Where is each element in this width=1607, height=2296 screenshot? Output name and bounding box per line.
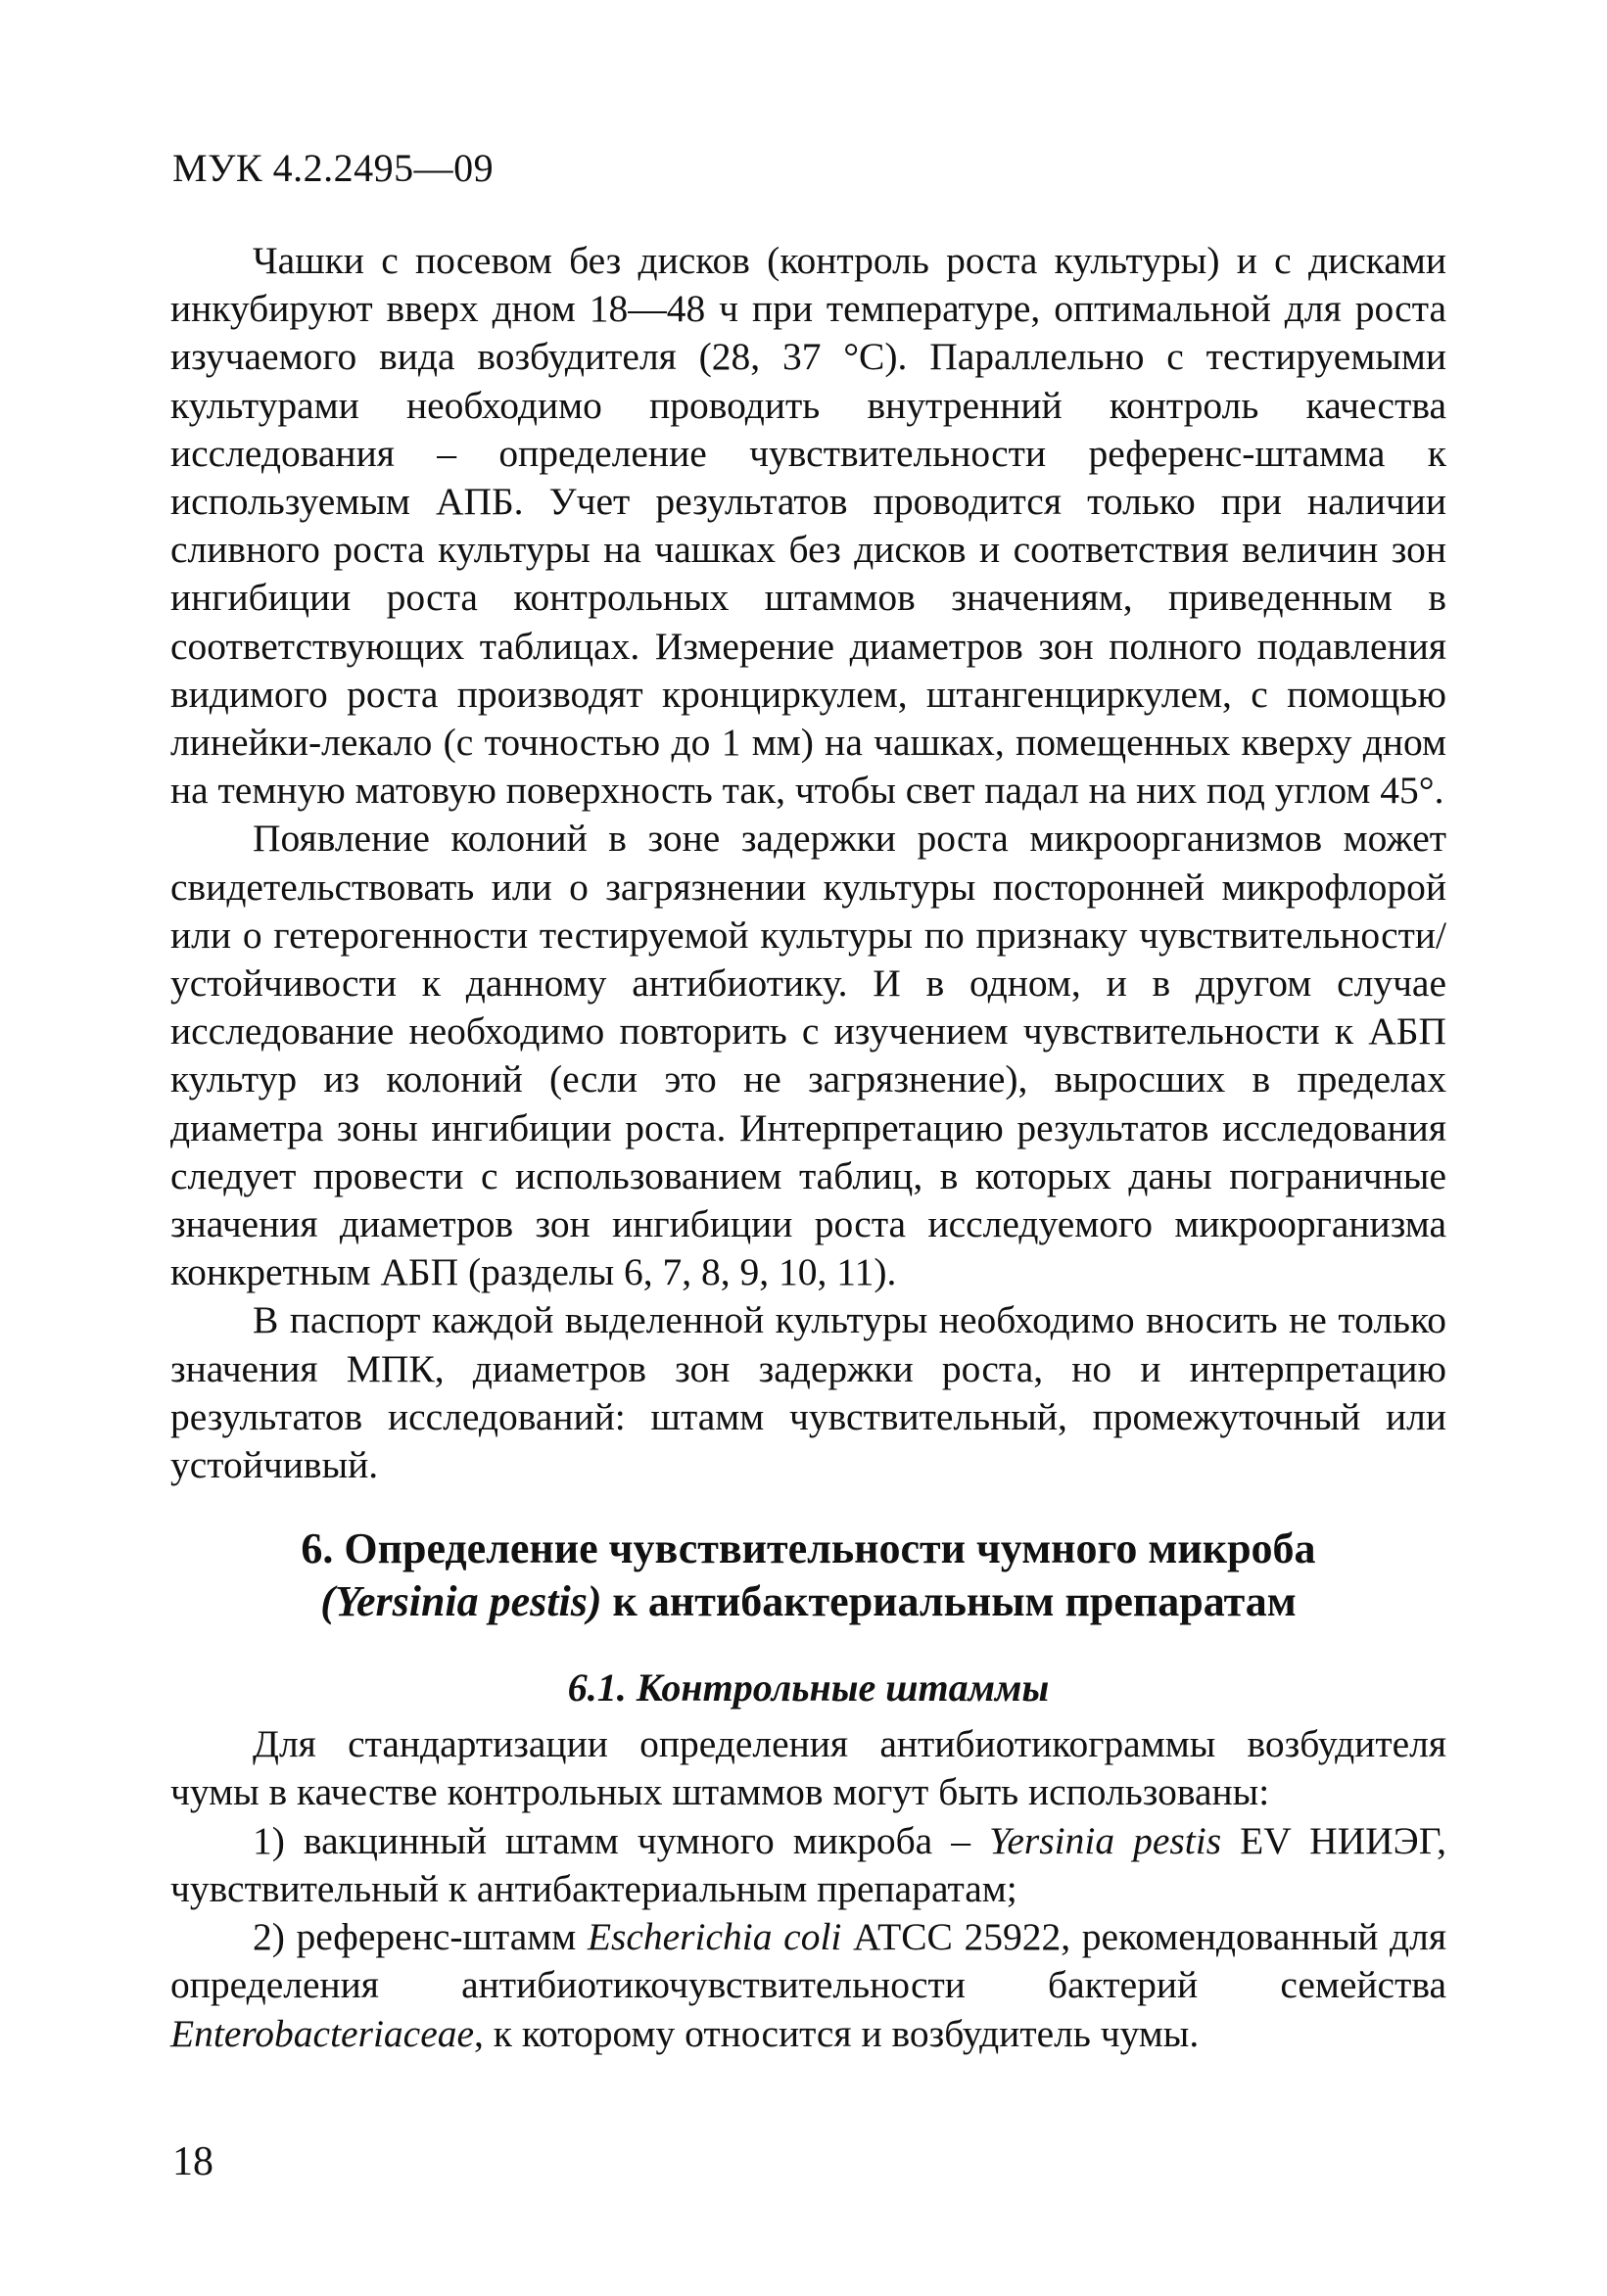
- paragraph-control-strains-intro: Для стандартизации определения антибиотикограммы возбудителя чумы в качестве контрольных штаммов могут быть использованы:: [170, 1722, 1446, 1814]
- document-code: МУК 4.2.2495—09: [172, 146, 495, 190]
- list-item-1: [170, 1817, 1446, 1913]
- section-6-heading: [170, 1523, 1446, 1628]
- body-text: [170, 237, 1446, 2058]
- list-item-2-middle: АТСС 25922, рекомендованный для определения антибиотикочувствительности бактерий семейства: [170, 1915, 1446, 2007]
- section-6-heading-line2-rest: к антибактериальным препаратам: [601, 1577, 1297, 1626]
- list-item-2-family: Enterobacteriaceae: [170, 2011, 475, 2055]
- list-item-1-prefix: 1) вакцинный штамм чумного микроба –: [253, 1818, 990, 1862]
- list-item-2-species: Escherichia coli: [587, 1915, 842, 1959]
- list-item-2-suffix: , к которому относится и возбудитель чумы.: [474, 2011, 1200, 2055]
- section-6-heading-line2: [170, 1575, 1446, 1628]
- section-6-species: (Yersinia pestis): [320, 1577, 602, 1626]
- list-item-2-prefix: 2) референс-штамм: [253, 1915, 588, 1959]
- page-number: 18: [172, 2139, 213, 2184]
- paragraph-incubation: Чашки с посевом без дисков (контроль роста культуры) и с дисками инкубируют вверх дном 18—48 ч при температуре, оптимальной для роста изучаемого вида возбудителя (28, 37 °С). Параллельно с тестируемыми культурами необходимо проводить внутренний контроль качества исследования – определение чувствительности референс-штамма к используемым АПБ. Учет результатов проводится только при наличии сливного роста культуры на чашках без дисков и соответствия величин зон ингибиции роста контрольных штаммов значениям, приведенным в соответствующих таблицах. Измерение диаметров зон полного подавления видимого роста производят кронциркулем, штангенциркулем, с помощью линейки-лекало (с точностью до 1 мм) на чашках, помещенных кверху дном на темную матовую поверхность так, чтобы свет падал на них под углом 45°.: [170, 239, 1446, 813]
- paragraph-colonies: Появление колоний в зоне задержки роста микроорганизмов может свидетельствовать или о загрязнении культуры посторонней микрофлорой или о гетерогенности тестируемой культуры по признаку чувствительности/устойчивости к данному антибиотику. И в одном, и в другом случае исследование необходимо повторить с изучением чувствительности к АБП культур из колоний (если это не загрязнение), выросших в пределах диаметра зоны ингибиции роста. Интерпретацию результатов исследования следует провести с использованием таблиц, в которых даны пограничные значения диаметров зон ингибиции роста исследуемого микроорганизма конкретным АБП (разделы 6, 7, 8, 9, 10, 11).: [170, 817, 1446, 1294]
- list-item-2: [170, 1913, 1446, 2058]
- section-6-heading-line1: 6. Определение чувствительности чумного микроба: [301, 1524, 1316, 1573]
- paragraph-passport: В паспорт каждой выделенной культуры необходимо вносить не только значения МПК, диаметров зон задержки роста, но и интерпретацию результатов исследований: штамм чувствительный, промежуточный или устойчивый.: [170, 1298, 1446, 1487]
- list-item-1-suffix: EV НИИЭГ, чувствительный к антибактериальным препаратам;: [170, 1818, 1447, 1910]
- list-item-1-species: Yersinia pestis: [989, 1818, 1222, 1862]
- subsection-6-1-heading: 6.1. Контрольные штаммы: [567, 1665, 1050, 1710]
